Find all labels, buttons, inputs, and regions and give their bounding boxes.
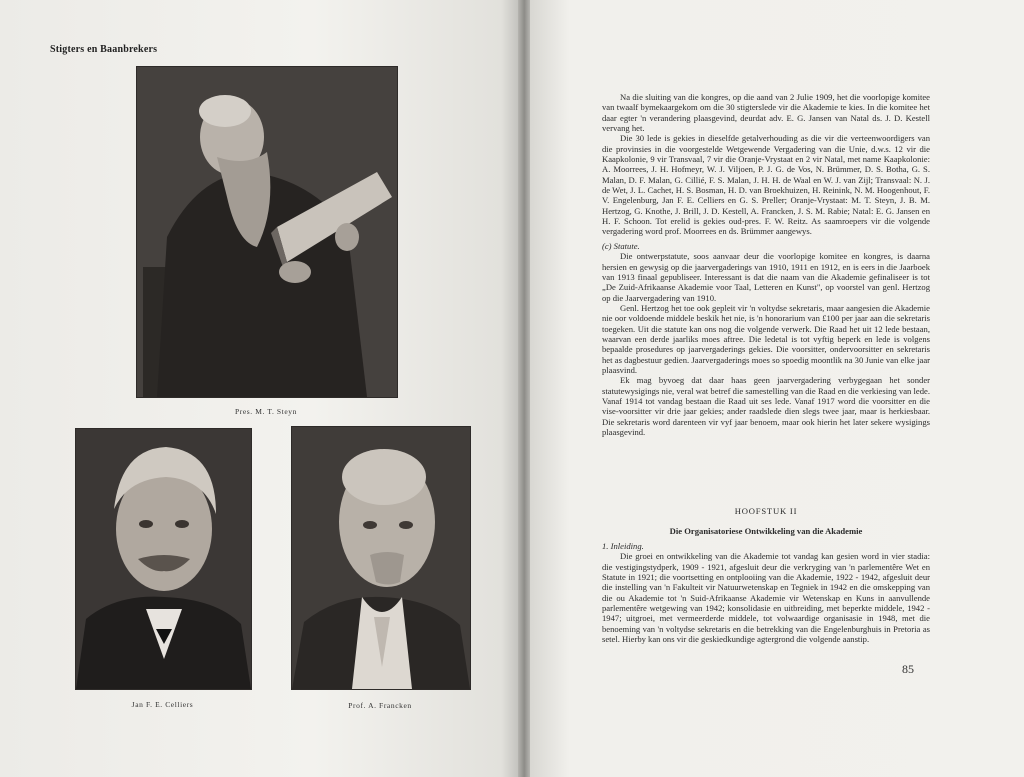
paragraph: Ek mag byvoeg dat daar haas geen jaarvergadering verbygegaan het sonder statutewysigings nie, veral wat betref die samestelling van die Raad en die verkiesing van lede. Vanaf 1914 tot vandag bestaan die Raad uit ses lede. Vanaf 1917 word die voorsitter en die vise-voorsitter vir drie jaar gekies; ander raadslede dien slegs twee jaar, maar is herkiesbaar. Die sekretaris word darenteen vir vyf jaar benoem, maar ook hierin het later sekere wysigings plaasgevind. <box>602 375 930 437</box>
subsection-heading: (c) Statute. <box>602 240 640 251</box>
portrait-celliers <box>75 428 252 690</box>
portrait-francken <box>291 426 471 690</box>
page-number: 85 <box>902 662 914 676</box>
caption-francken: Prof. A. Francken <box>348 701 412 710</box>
paragraph: Die groei en ontwikkeling van die Akademie tot vandag kan gesien word in vier stadia: die vestigingstydperk, 1909 - 1921, afgesluit deur die verkryging van 'n parlementêre Wet en Statute in 1921; die voortsetting en ontplooiing van die Akademie, 1922 - 1942, afgesluit deur die instelling van 'n Fakulteit vir Natuurwetenskap en Tegniek in 1942 en die omskepping van die ou Akademie tot 'n Suid-Afrikaanse Akademie vir Wetenskap en Kuns in aanvullende parlementêre wetgewing van 1942; konsolidasie en uitbreiding, met beperkte middele, 1942 - 1947; uitgroei, met vermeerderde middele, tot volwaardige organisasie in 1948, met die benoeming van 'n voltydse sekretaris en die betrekking van die Engelenburghuis in Pretoria as setel. Hierby kan ons vir die geskiedkundige agtergrond die volgende aanstip. <box>602 551 930 645</box>
portrait-steyn <box>136 66 398 398</box>
chapter-title: Die Organisatoriese Ontwikkeling van die Akademie <box>669 526 863 536</box>
chapter-heading: HOOFSTUK II <box>734 506 798 516</box>
paragraph: Genl. Hertzog het toe ook gepleit vir 'n voltydse sekretaris, maar aangesien die Akademie nie oor voldoende middele beskik het nie, is 'n honorarium van £100 per jaar aan die sekretaris toegeken. Uit die statute kan ons nog die volgende verwerk. Die Raad het uit 12 lede bestaan, waarvan een derde jaarliks moes aftree. Die ledetal is tot vyftig beperk en lede is volgens bepaalde prosedures op jaarvergaderings gekies. Die voorsitter, ondervoorsitter en sekretaris het as dagbestuur gedien. Jaarvergaderings moes so spoedig moontlik na 30 Junie van elke jaar plaasvind. <box>602 302 930 375</box>
caption-celliers: Jan F. E. Celliers <box>131 700 194 709</box>
body-text-upper <box>602 92 930 437</box>
paragraph: Na die sluiting van die kongres, op die aand van 2 Julie 1909, het die voorlopige komitee van twaalf bymekaargekom om die 30 stigterslede vir die Akademie te kies. In die komitee het daar egter 'n verandering plaasgevind, deurdat adv. E. G. Jansen van Natal ds. J. D. Kestell vervang het. <box>602 92 930 134</box>
caption-steyn: Pres. M. T. Steyn <box>234 407 297 416</box>
paragraph: Die ontwerpstatute, soos aanvaar deur die voorlopige komitee en kongres, is daarna hersien en gewysig op die jaarvergaderings van 1910, 1911 en 1912, en is eers in die Jaarboek van 1913 finaal gepubliseer. Interessant is dat die naam van die Akademie gefinaliseer is tot „De Zuid-Afrikaanse Akademie voor Taal, Letteren en Kunst", op voorstel van genl. Hertzog op die Jaarvergadering van 1910. <box>602 251 930 303</box>
running-head: Stigters en Baanbrekers <box>50 44 158 55</box>
section-heading: 1. Inleiding. <box>602 541 644 551</box>
body-text-lower <box>602 541 930 644</box>
paragraph: Die 30 lede is gekies in dieselfde getalverhouding as die vir die verteenwoordigers van die provinsies in die voorgestelde Wetgewende Vergadering van die Unie, d.w.s. 12 vir die Kaapkolonie, 9 vir Transvaal, 7 vir die Oranje-Vrystaat en 2 vir Natal, met name Kaapkolonie: A. Moorrees, J. H. Hofmeyr, W. J. Viljoen, P. J. G. de Vos, N. Brümmer, D. S. Botha, G. S. Malan, D. F. Malan, G. Cillié, F. S. Malan, J. H. H. de Waal en W. J. van Zijl; Transvaal: N. J. de Wet, J. L. Cachet, H. S. Bosman, H. D. van Broekhuizen, H. Reinink, N. M. Hoogenhout, F. V. Engelenburg, Jan F. E. Celliers en G. S. Preller; Oranje-Vrystaat: M. T. Steyn, J. B. M. Hertzog, G. Knothe, J. Brill, J. D. Kestell, A. Francken, J. S. M. Rabie; Natal: E. G. Jansen en H. F. Schoon. Tot erelid is gekies oud-pres. F. W. Reitz. As saamroepers vir die volgende vergadering word prof. Moorrees en ds. Brümmer aangewys. <box>602 133 930 237</box>
